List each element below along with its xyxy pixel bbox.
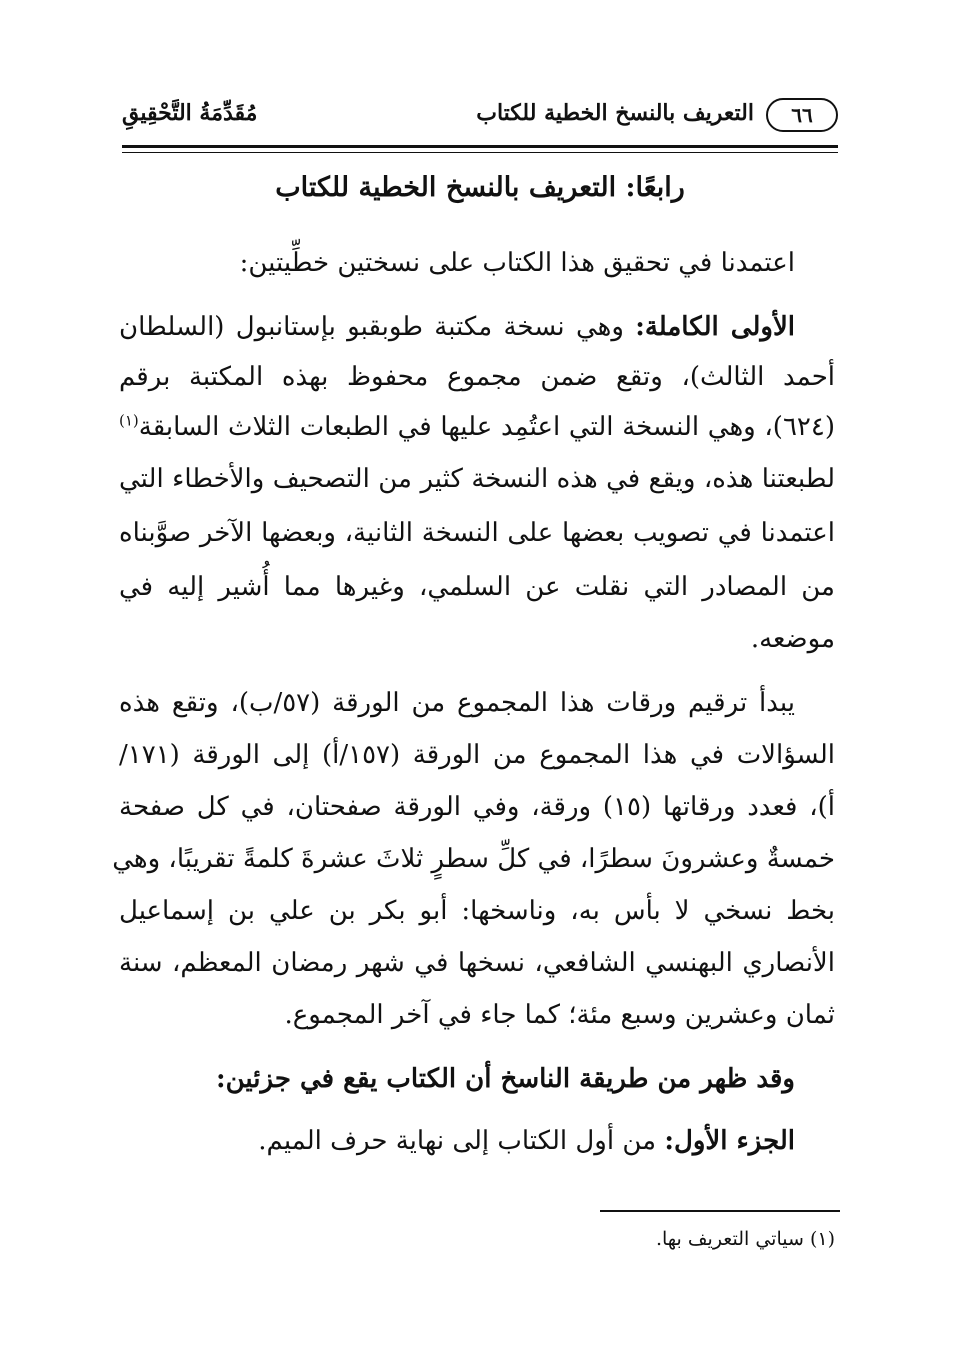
para1-line2: أحمد الثالث)، وتقع ضمن مجموع محفوظ بهذه المكتبة برقم bbox=[119, 362, 835, 392]
running-title: التعريف بالنسخ الخطية للكتاب bbox=[476, 100, 754, 126]
para1-line1 bbox=[119, 302, 795, 352]
para1-line6: من المصادر التي نقلت عن السلمي، وغيرها مما أُشير إليه في bbox=[119, 572, 835, 602]
footnote-number: (١) bbox=[809, 1228, 835, 1250]
footnote-ref: (١) bbox=[119, 411, 139, 430]
intro-line: اعتمدنا في تحقيق هذا الكتاب على نسختين خطِّيتين: bbox=[239, 248, 795, 278]
footnote bbox=[656, 1228, 835, 1250]
running-section: مُقَدِّمَةُ التَّحْقِيقِ bbox=[122, 100, 258, 126]
para1-line1-text: وهي نسخة مكتبة طوبقبو بإستانبول (السلطان bbox=[119, 312, 624, 342]
para3-text: وقد ظهر من طريقة الناسخ أن الكتاب يقع في جزئين: bbox=[216, 1064, 795, 1094]
para4-text: من أول الكتاب إلى نهاية حرف الميم. bbox=[258, 1126, 657, 1156]
para2-line6: الأنصاري البهنسي الشافعي، نسخها في شهر رمضان المعظم، سنة bbox=[119, 948, 835, 978]
para4-label: الجزء الأول: bbox=[664, 1126, 795, 1156]
para2-line1: يبدأ ترقيم ورقات هذا المجموع من الورقة (٥٧/ب)، وتقع هذه bbox=[119, 688, 795, 718]
para1-label: الأولى الكاملة: bbox=[635, 312, 796, 342]
para1-line5: اعتمدنا في تصويب بعضها على النسخة الثانية، وبعضها الآخر صوَّبناه bbox=[119, 518, 835, 548]
para1-line4: لطبعتنا هذه، ويقع في هذه النسخة كثير من التصحيف والأخطاء التي bbox=[119, 464, 835, 494]
para1-line3 bbox=[119, 402, 835, 452]
footnote-text: سياتي التعريف بها. bbox=[655, 1228, 804, 1250]
page-header bbox=[122, 96, 838, 136]
footnote-rule bbox=[600, 1210, 840, 1212]
para2-line2: السؤالات في هذا المجموع من الورقة (١٥٧/أ) إلى الورقة (١٧١/ bbox=[119, 740, 835, 770]
para3-line bbox=[119, 1054, 795, 1104]
para2-line3: أ)، فعدد ورقاتها (١٥) ورقة، وفي الورقة صفحتان، في كل صفحة bbox=[119, 792, 835, 822]
para2-line7: ثمان وعشرين وسبع مئة؛ كما جاء في آخر المجموع. bbox=[284, 1000, 835, 1030]
para2-line5: بخط نسخي لا بأس به، وناسخها: أبو بكر بن علي بن إسماعيل bbox=[119, 896, 835, 926]
para4-line bbox=[119, 1116, 795, 1166]
para2-line4: خمسةٌ وعشرونَ سطرًا، في كلِّ سطرٍ ثلاثَ عشرةَ كلمةً تقريبًا، وهي bbox=[112, 844, 835, 874]
para1-line7: موضعه. bbox=[750, 624, 835, 654]
header-rule-thick bbox=[122, 145, 838, 148]
header-rule-thin bbox=[122, 152, 838, 153]
section-title: رابعًا: التعريف بالنسخ الخطية للكتاب bbox=[275, 172, 685, 203]
para1-line3-text: (٦٢٤)، وهي النسخة التي اعتُمِد عليها في الطبعات الثلاث السابقة bbox=[138, 412, 835, 442]
page-number: ٦٦ bbox=[766, 98, 838, 132]
